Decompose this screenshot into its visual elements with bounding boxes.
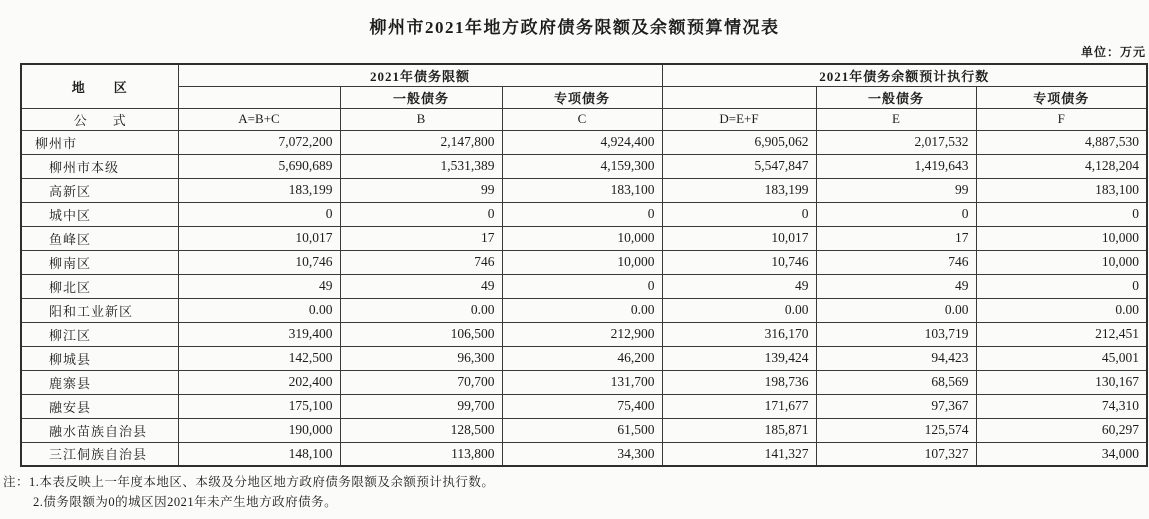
value-cell: 128,500 <box>340 418 502 442</box>
value-cell: 34,300 <box>502 442 662 466</box>
value-cell: 99 <box>340 178 502 202</box>
region-cell: 鱼峰区 <box>21 226 178 250</box>
value-cell: 4,159,300 <box>502 154 662 178</box>
table-row <box>21 226 1147 250</box>
table-header <box>21 64 1147 130</box>
value-cell: 46,200 <box>502 346 662 370</box>
table-row <box>21 202 1147 226</box>
value-cell: 49 <box>662 274 816 298</box>
value-cell: 10,000 <box>502 226 662 250</box>
value-cell: 0.00 <box>178 298 340 322</box>
header-row-groups <box>21 64 1147 86</box>
region-cell: 柳城县 <box>21 346 178 370</box>
region-cell: 阳和工业新区 <box>21 298 178 322</box>
value-cell: 49 <box>816 274 976 298</box>
value-cell: 49 <box>178 274 340 298</box>
value-cell: 74,310 <box>976 394 1147 418</box>
value-cell: 198,736 <box>662 370 816 394</box>
value-cell: 148,100 <box>178 442 340 466</box>
value-cell: 0.00 <box>816 298 976 322</box>
value-cell: 17 <box>340 226 502 250</box>
table-row <box>21 250 1147 274</box>
value-cell: 175,100 <box>178 394 340 418</box>
value-cell: 125,574 <box>816 418 976 442</box>
table-row <box>21 298 1147 322</box>
value-cell: 99 <box>816 178 976 202</box>
region-cell: 柳南区 <box>21 250 178 274</box>
value-cell: 45,001 <box>976 346 1147 370</box>
value-cell: 0.00 <box>976 298 1147 322</box>
value-cell: 0 <box>816 202 976 226</box>
formula-e: E <box>816 108 976 130</box>
value-cell: 5,547,847 <box>662 154 816 178</box>
value-cell: 94,423 <box>816 346 976 370</box>
value-cell: 183,199 <box>662 178 816 202</box>
region-cell: 柳州市本级 <box>21 154 178 178</box>
region-cell: 柳江区 <box>21 322 178 346</box>
region-cell: 融水苗族自治县 <box>21 418 178 442</box>
value-cell: 0.00 <box>662 298 816 322</box>
region-cell: 柳州市 <box>21 130 178 154</box>
value-cell: 316,170 <box>662 322 816 346</box>
value-cell: 0 <box>502 274 662 298</box>
table-row <box>21 322 1147 346</box>
table-row <box>21 394 1147 418</box>
value-cell: 97,367 <box>816 394 976 418</box>
value-cell: 60,297 <box>976 418 1147 442</box>
header-limit-special: 专项债务 <box>502 86 662 108</box>
table-row <box>21 154 1147 178</box>
value-cell: 61,500 <box>502 418 662 442</box>
region-cell: 三江侗族自治县 <box>21 442 178 466</box>
value-cell: 202,400 <box>178 370 340 394</box>
value-cell: 1,531,389 <box>340 154 502 178</box>
value-cell: 0 <box>502 202 662 226</box>
value-cell: 183,199 <box>178 178 340 202</box>
page-title: 柳州市2021年地方政府债务限额及余额预算情况表 <box>369 18 780 37</box>
value-cell: 10,017 <box>178 226 340 250</box>
value-cell: 96,300 <box>340 346 502 370</box>
value-cell: 4,924,400 <box>502 130 662 154</box>
unit-label: 单位：万元 <box>1080 45 1146 59</box>
value-cell: 190,000 <box>178 418 340 442</box>
value-cell: 185,871 <box>662 418 816 442</box>
value-cell: 1,419,643 <box>816 154 976 178</box>
table-row <box>21 418 1147 442</box>
value-cell: 10,017 <box>662 226 816 250</box>
value-cell: 141,327 <box>662 442 816 466</box>
value-cell: 131,700 <box>502 370 662 394</box>
value-cell: 75,400 <box>502 394 662 418</box>
table-row <box>21 130 1147 154</box>
region-cell: 柳北区 <box>21 274 178 298</box>
value-cell: 17 <box>816 226 976 250</box>
table-row <box>21 274 1147 298</box>
header-region: 地 区 <box>21 64 178 108</box>
value-cell: 142,500 <box>178 346 340 370</box>
value-cell: 10,746 <box>178 250 340 274</box>
value-cell: 10,000 <box>976 250 1147 274</box>
region-cell: 高新区 <box>21 178 178 202</box>
value-cell: 0 <box>976 202 1147 226</box>
region-cell: 城中区 <box>21 202 178 226</box>
value-cell: 212,900 <box>502 322 662 346</box>
value-cell: 746 <box>340 250 502 274</box>
value-cell: 130,167 <box>976 370 1147 394</box>
value-cell: 106,500 <box>340 322 502 346</box>
value-cell: 113,800 <box>340 442 502 466</box>
header-balance-total <box>662 86 816 108</box>
value-cell: 183,100 <box>976 178 1147 202</box>
value-cell: 183,100 <box>502 178 662 202</box>
value-cell: 5,690,689 <box>178 154 340 178</box>
value-cell: 34,000 <box>976 442 1147 466</box>
formula-c: C <box>502 108 662 130</box>
formula-b: B <box>340 108 502 130</box>
footnote-1: 注：1.本表反映上一年度本地区、本级及分地区地方政府债务限额及余额预计执行数。 <box>3 475 495 489</box>
table-row <box>21 442 1147 466</box>
value-cell: 746 <box>816 250 976 274</box>
value-cell: 4,128,204 <box>976 154 1147 178</box>
header-balance-general: 一般债务 <box>816 86 976 108</box>
value-cell: 0 <box>976 274 1147 298</box>
value-cell: 2,147,800 <box>340 130 502 154</box>
value-cell: 7,072,200 <box>178 130 340 154</box>
footnotes <box>3 472 1149 512</box>
region-cell: 融安县 <box>21 394 178 418</box>
value-cell: 0 <box>178 202 340 226</box>
formula-a: A=B+C <box>178 108 340 130</box>
formula-d: D=E+F <box>662 108 816 130</box>
value-cell: 171,677 <box>662 394 816 418</box>
value-cell: 212,451 <box>976 322 1147 346</box>
header-limit-total <box>178 86 340 108</box>
header-formula-label: 公 式 <box>21 108 178 130</box>
value-cell: 4,887,530 <box>976 130 1147 154</box>
region-cell: 鹿寨县 <box>21 370 178 394</box>
footnote-2: 2.债务限额为0的城区因2021年未产生地方政府债务。 <box>33 495 338 509</box>
value-cell: 107,327 <box>816 442 976 466</box>
debt-budget-table <box>20 63 1148 467</box>
value-cell: 319,400 <box>178 322 340 346</box>
value-cell: 0 <box>340 202 502 226</box>
value-cell: 103,719 <box>816 322 976 346</box>
header-balance-special: 专项债务 <box>976 86 1147 108</box>
value-cell: 99,700 <box>340 394 502 418</box>
table-row <box>21 370 1147 394</box>
value-cell: 10,000 <box>976 226 1147 250</box>
header-row-formulas <box>21 108 1147 130</box>
table-body <box>21 130 1147 466</box>
value-cell: 6,905,062 <box>662 130 816 154</box>
value-cell: 10,746 <box>662 250 816 274</box>
header-limit-general: 一般债务 <box>340 86 502 108</box>
value-cell: 10,000 <box>502 250 662 274</box>
value-cell: 70,700 <box>340 370 502 394</box>
value-cell: 0 <box>662 202 816 226</box>
value-cell: 0.00 <box>502 298 662 322</box>
header-row-subtypes <box>21 86 1147 108</box>
header-group-limit: 2021年债务限额 <box>178 64 662 86</box>
value-cell: 0.00 <box>340 298 502 322</box>
value-cell: 68,569 <box>816 370 976 394</box>
value-cell: 2,017,532 <box>816 130 976 154</box>
formula-f: F <box>976 108 1147 130</box>
header-group-balance: 2021年债务余额预计执行数 <box>662 64 1147 86</box>
table-row <box>21 178 1147 202</box>
value-cell: 49 <box>340 274 502 298</box>
value-cell: 139,424 <box>662 346 816 370</box>
table-row <box>21 346 1147 370</box>
